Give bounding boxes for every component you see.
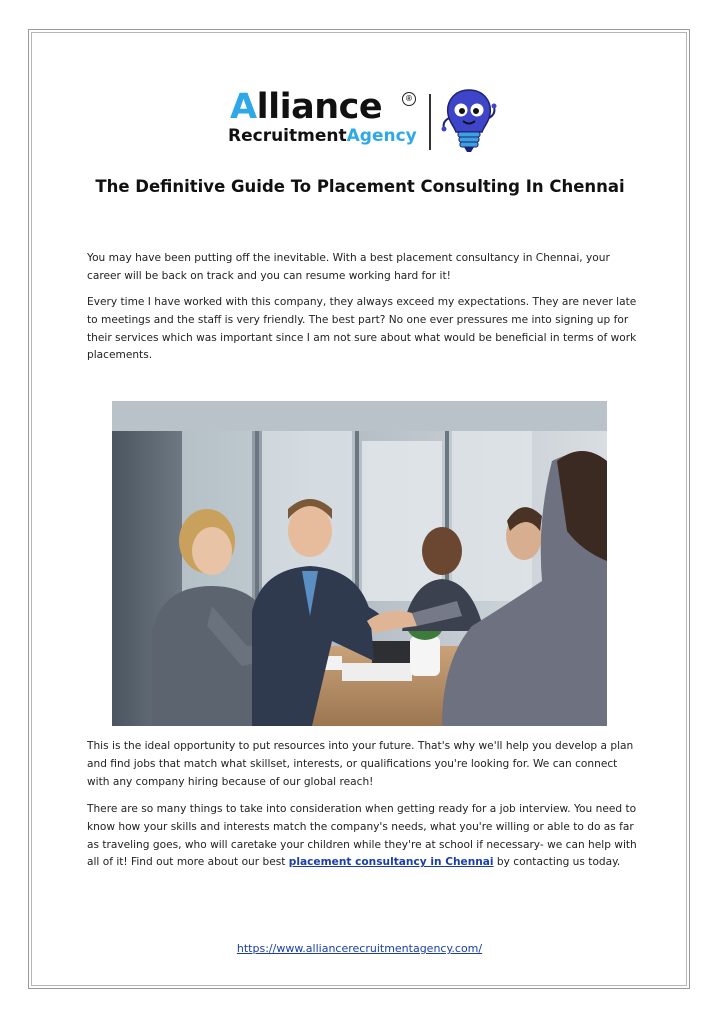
registered-mark-icon: ®: [402, 92, 416, 106]
paragraph-intro: You may have been putting off the inevitable. With a best placement consultancy in Chennai, your career will be back on track and you can resume working hard for it!: [87, 252, 610, 282]
brand-logo: [228, 88, 498, 154]
lightbulb-mascot-icon: [440, 88, 498, 154]
logo-divider: [429, 94, 431, 150]
footer-website-link[interactable]: https://www.alliancerecruitmentagency.com/: [236, 942, 483, 955]
logo-alliance-text: Alliance: [230, 87, 383, 127]
paragraph-opportunity: This is the ideal opportunity to put resources into your future. That's why we'll help you develop a plan and find jobs that match what skillset, interests, or qualifications you're looking for. We can connect with any company hiring because of our global reach!: [87, 740, 634, 788]
placement-consultancy-link[interactable]: placement consultancy in Chennai: [288, 856, 494, 869]
logo-recruitment-agency-text: RecruitmentAgency: [228, 126, 417, 146]
office-meeting-handshake-photo: [112, 401, 607, 726]
paragraph-testimonial: Every time I have worked with this company, they always exceed my expectations. They are never late to meetings and the staff is very friendly. The best part? No one ever pressures me into signing up for their services which was important since I am not sure about what would be beneficial in terms of work placements.: [87, 296, 637, 362]
photo-illustration: [112, 401, 607, 726]
paragraph-interview: There are so many things to take into consideration when getting ready for a job interview. You need to know how your skills and interests match the company's needs, what you're willing or able to do as far as traveling goes, who will caretake your children while they're at school if necessary- we can help with all of it! Find out more about our best placement consultancy in Chennai by contacting us today.: [87, 803, 637, 869]
page-title: The Definitive Guide To Placement Consulting In Chennai: [95, 177, 625, 196]
